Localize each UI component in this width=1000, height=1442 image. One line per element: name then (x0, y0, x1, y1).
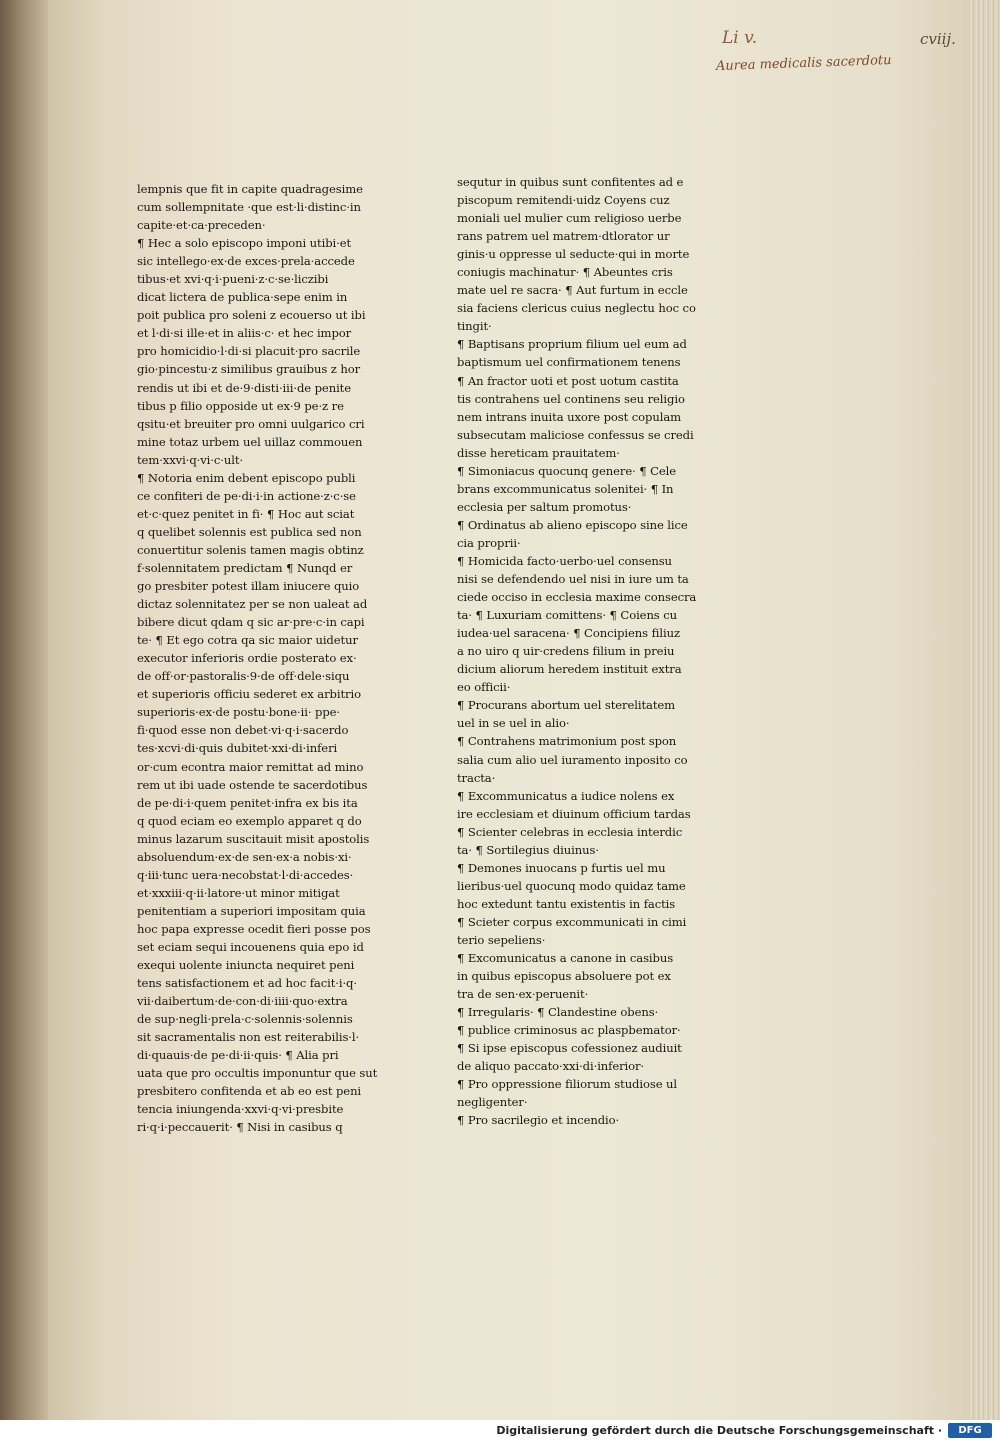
text-line: iudea·uel saracena· ¶ Concipiens filiuz (457, 626, 680, 641)
text-line: a no uiro q uir·credens filium in preiu (457, 644, 675, 659)
text-line: sic intellego·ex·de exces·prela·accede (137, 254, 355, 269)
text-line: et·c·quez penitet in fi· ¶ Hoc aut sciat (137, 506, 355, 521)
text-line: lieribus·uel quocunq modo quidaz tame (457, 878, 686, 893)
text-line: ¶ Baptisans proprium filium uel eum ad (457, 337, 687, 352)
text-line: in quibus episcopus absoluere pot ex (457, 969, 671, 984)
text-line: ¶ Simoniacus quocunq genere· ¶ Cele (457, 463, 677, 478)
text-line: te· ¶ Et ego cotra qa sic maior uidetur (137, 633, 358, 648)
text-line: ginis·u oppresse ul seducte·qui in morte (457, 247, 690, 262)
text-line: ¶ publice criminosus ac plaspbemator· (457, 1023, 681, 1038)
text-line: ¶ Pro sacrilegio et incendio· (457, 1113, 620, 1128)
text-line: tem·xxvi·q·vi·c·ult· (137, 452, 243, 467)
text-line: ¶ Ordinatus ab alieno episcopo sine lice (457, 517, 688, 532)
right-text-column (457, 173, 712, 1129)
text-line: uata que pro occultis imponuntur que sut (137, 1066, 378, 1081)
text-line: cia proprii· (457, 535, 521, 550)
text-line: tencia iniungenda·xxvi·q·vi·presbite (137, 1102, 344, 1117)
text-line: et superioris officiu sederet ex arbitrio (137, 687, 361, 702)
text-line: piscopum remitendi·uidz Coyens cuz (457, 193, 670, 208)
text-line: ri·q·i·peccauerit· ¶ Nisi in casibus q (137, 1120, 343, 1135)
text-line: ¶ Scienter celebras in ecclesia interdic (457, 824, 683, 839)
text-line: capite·et·ca·preceden· (137, 218, 266, 233)
text-line: tis contrahens uel continens seu religio (457, 391, 685, 406)
text-line: moniali uel mulier cum religioso uerbe (457, 211, 682, 226)
text-line: f·solennitatem predictam ¶ Nunqd er (137, 560, 353, 575)
text-line: fi·quod esse non debet·vi·q·i·sacerdo (137, 723, 349, 738)
text-line: coniugis machinatur· ¶ Abeuntes cris (457, 265, 673, 280)
text-line: cum sollempnitate ·que est·li·distinc·in (137, 200, 361, 215)
text-line: set eciam sequi incouenens quia epo id (137, 939, 364, 954)
text-line: hoc papa expresse ocedit fieri posse pos (137, 921, 371, 936)
text-line: vii·daibertum·de·con·di·iiii·quo·extra (137, 994, 348, 1009)
text-line: mine totaz urbem uel uillaz commouen (137, 434, 363, 449)
handwritten-note: Aurea medicalis sacerdotu (715, 52, 892, 75)
text-line: de aliquo paccato·xxi·di·inferior· (457, 1059, 645, 1074)
text-line: presbitero confitenda et ab eo est peni (137, 1084, 362, 1099)
text-line: ce confiteri de pe·di·i·in actione·z·c·se (137, 488, 356, 503)
text-line: et l·di·si ille·et in aliis·c· et hec impor (137, 326, 352, 341)
text-line: tingit· (457, 319, 492, 334)
text-line: mate uel re sacra· ¶ Aut furtum in eccle (457, 283, 688, 298)
text-line: hoc extedunt tantu existentis in factis (457, 896, 676, 911)
text-line: ¶ Pro oppressione filiorum studiose ul (457, 1077, 678, 1092)
text-line: negligenter· (457, 1095, 528, 1110)
text-line: ¶ An fractor uoti et post uotum castita (457, 373, 679, 388)
footer-bar (0, 1420, 1000, 1442)
text-line: ¶ Scieter corpus excommunicati in cimi (457, 914, 687, 929)
text-line: exequi uolente iniuncta nequiret peni (137, 958, 355, 973)
text-line: di·quauis·de pe·di·ii·quis· ¶ Alia pri (137, 1048, 339, 1063)
page-edges (970, 0, 1000, 1420)
text-line: nisi se defendendo uel nisi in iure um ta (457, 572, 689, 587)
funding-credit: Digitalisierung gefördert durch die Deutsche Forschungsgemeinschaft · (496, 1424, 942, 1437)
text-line: de off·or·pastoralis·9·de off·dele·siqu (137, 669, 350, 684)
text-line: tens satisfactionem et ad hoc facit·i·q· (137, 976, 357, 991)
text-line: tracta· (457, 770, 496, 785)
text-line: go presbiter potest illam iniucere quio (137, 579, 360, 594)
text-line: minus lazarum suscitauit misit apostolis (137, 831, 370, 846)
text-line: or·cum econtra maior remittat ad mino (137, 759, 364, 774)
text-line: ¶ Contrahens matrimonium post spon (457, 734, 677, 749)
text-line: penitentiam a superiori impositam quia (137, 903, 366, 918)
text-line: de sup·negli·prela·c·solennis·solennis (137, 1012, 353, 1027)
text-line: baptismum uel confirmationem tenens (457, 355, 681, 370)
text-line: lempnis que fit in capite quadragesime (137, 182, 363, 196)
text-line: terio sepeliens· (457, 932, 546, 947)
text-line: q quod eciam eo exemplo apparet q do (137, 813, 362, 828)
text-line: bibere dicut qdam q sic ar·pre·c·in capi (137, 615, 365, 630)
text-line: tibus·et xvi·q·i·pueni·z·c·se·liczibi (137, 272, 329, 287)
text-line: dicat lictera de publica·sepe enim in (137, 290, 348, 305)
text-line: pro homicidio·l·di·si placuit·pro sacrile (137, 344, 361, 359)
text-line: ¶ Notoria enim debent episcopo publi (137, 470, 356, 485)
text-line: salia cum alio uel iuramento inposito co (457, 752, 688, 767)
text-line: ¶ Procurans abortum uel sterelitatem (457, 698, 676, 713)
text-line: executor inferioris ordie posterato ex· (137, 651, 357, 666)
text-line: superioris·ex·de postu·bone·ii· ppe· (137, 705, 341, 720)
text-line: ¶ Hec a solo episcopo imponi utibi·et (137, 236, 352, 251)
text-line: eo officii· (457, 680, 511, 695)
text-line: de pe·di·i·quem penitet·infra ex bis ita (137, 795, 358, 810)
text-line: ¶ Homicida facto·uerbo·uel consensu (457, 553, 672, 568)
text-line: ta· ¶ Sortilegius diuinus· (457, 842, 599, 857)
text-line: tibus p filio opposide ut ex·9 pe·z re (137, 398, 344, 413)
text-line: q quelibet solennis est publica sed non (137, 524, 362, 539)
text-line: sequtur in quibus sunt confitentes ad e (457, 175, 684, 189)
left-text-column (137, 180, 387, 1136)
text-line: conuertitur solenis tamen magis obtinz (137, 542, 364, 557)
text-line: ¶ Si ipse episcopus cofessionez audiuit (457, 1041, 682, 1056)
text-line: ciede occiso in ecclesia maxime consecra (457, 590, 697, 605)
text-line: gio·pincestu·z similibus grauibus z hor (137, 362, 361, 377)
text-line: disse hereticam prauitatem· (457, 445, 620, 460)
folio-number: cviij. (920, 30, 956, 48)
marginal-note-top: Li v. (722, 28, 758, 48)
text-line: ¶ Excomunicatus a canone in casibus (457, 951, 674, 966)
text-line: qsitu·et breuiter pro omni uulgarico cri (137, 416, 365, 431)
text-line: dicium aliorum heredem instituit extra (457, 662, 682, 677)
text-line: ire ecclesiam et diuinum officium tardas (457, 806, 691, 821)
text-line: ¶ Irregularis· ¶ Clandestine obens· (457, 1005, 659, 1020)
text-line: poit publica pro soleni z ecouerso ut ibi (137, 308, 366, 323)
text-line: tes·xcvi·di·quis dubitet·xxi·di·inferi (137, 741, 338, 756)
text-line: ta· ¶ Luxuriam comittens· ¶ Coiens cu (457, 608, 678, 623)
text-line: ¶ Demones inuocans p furtis uel mu (457, 860, 666, 875)
text-line: ¶ Excommunicatus a iudice nolens ex (457, 788, 675, 803)
text-line: ecclesia per saltum promotus· (457, 499, 632, 514)
text-line: rendis ut ibi et de·9·disti·iii·de penite (137, 380, 351, 395)
dfg-logo: DFG (948, 1423, 992, 1438)
text-line: uel in se uel in alio· (457, 716, 570, 731)
text-line: rans patrem uel matrem·dtlorator ur (457, 229, 670, 244)
text-line: dictaz solennitatez per se non ualeat ad (137, 597, 368, 612)
text-line: brans excommunicatus solenitei· ¶ In (457, 481, 674, 496)
text-line: sit sacramentalis non est reiterabilis·l· (137, 1030, 360, 1045)
text-line: et·xxxiii·q·ii·latore·ut minor mitigat (137, 885, 340, 900)
text-line: q·iii·tunc uera·necobstat·l·di·accedes· (137, 867, 354, 882)
text-line: nem intrans inuita uxore post copulam (457, 409, 682, 424)
text-line: subsecutam maliciose confessus se credi (457, 427, 694, 442)
text-line: rem ut ibi uade ostende te sacerdotibus (137, 777, 368, 792)
text-line: tra de sen·ex·peruenit· (457, 987, 589, 1002)
text-line: absoluendum·ex·de sen·ex·a nobis·xi· (137, 849, 352, 864)
text-line: sia faciens clericus cuius neglectu hoc co (457, 301, 696, 316)
